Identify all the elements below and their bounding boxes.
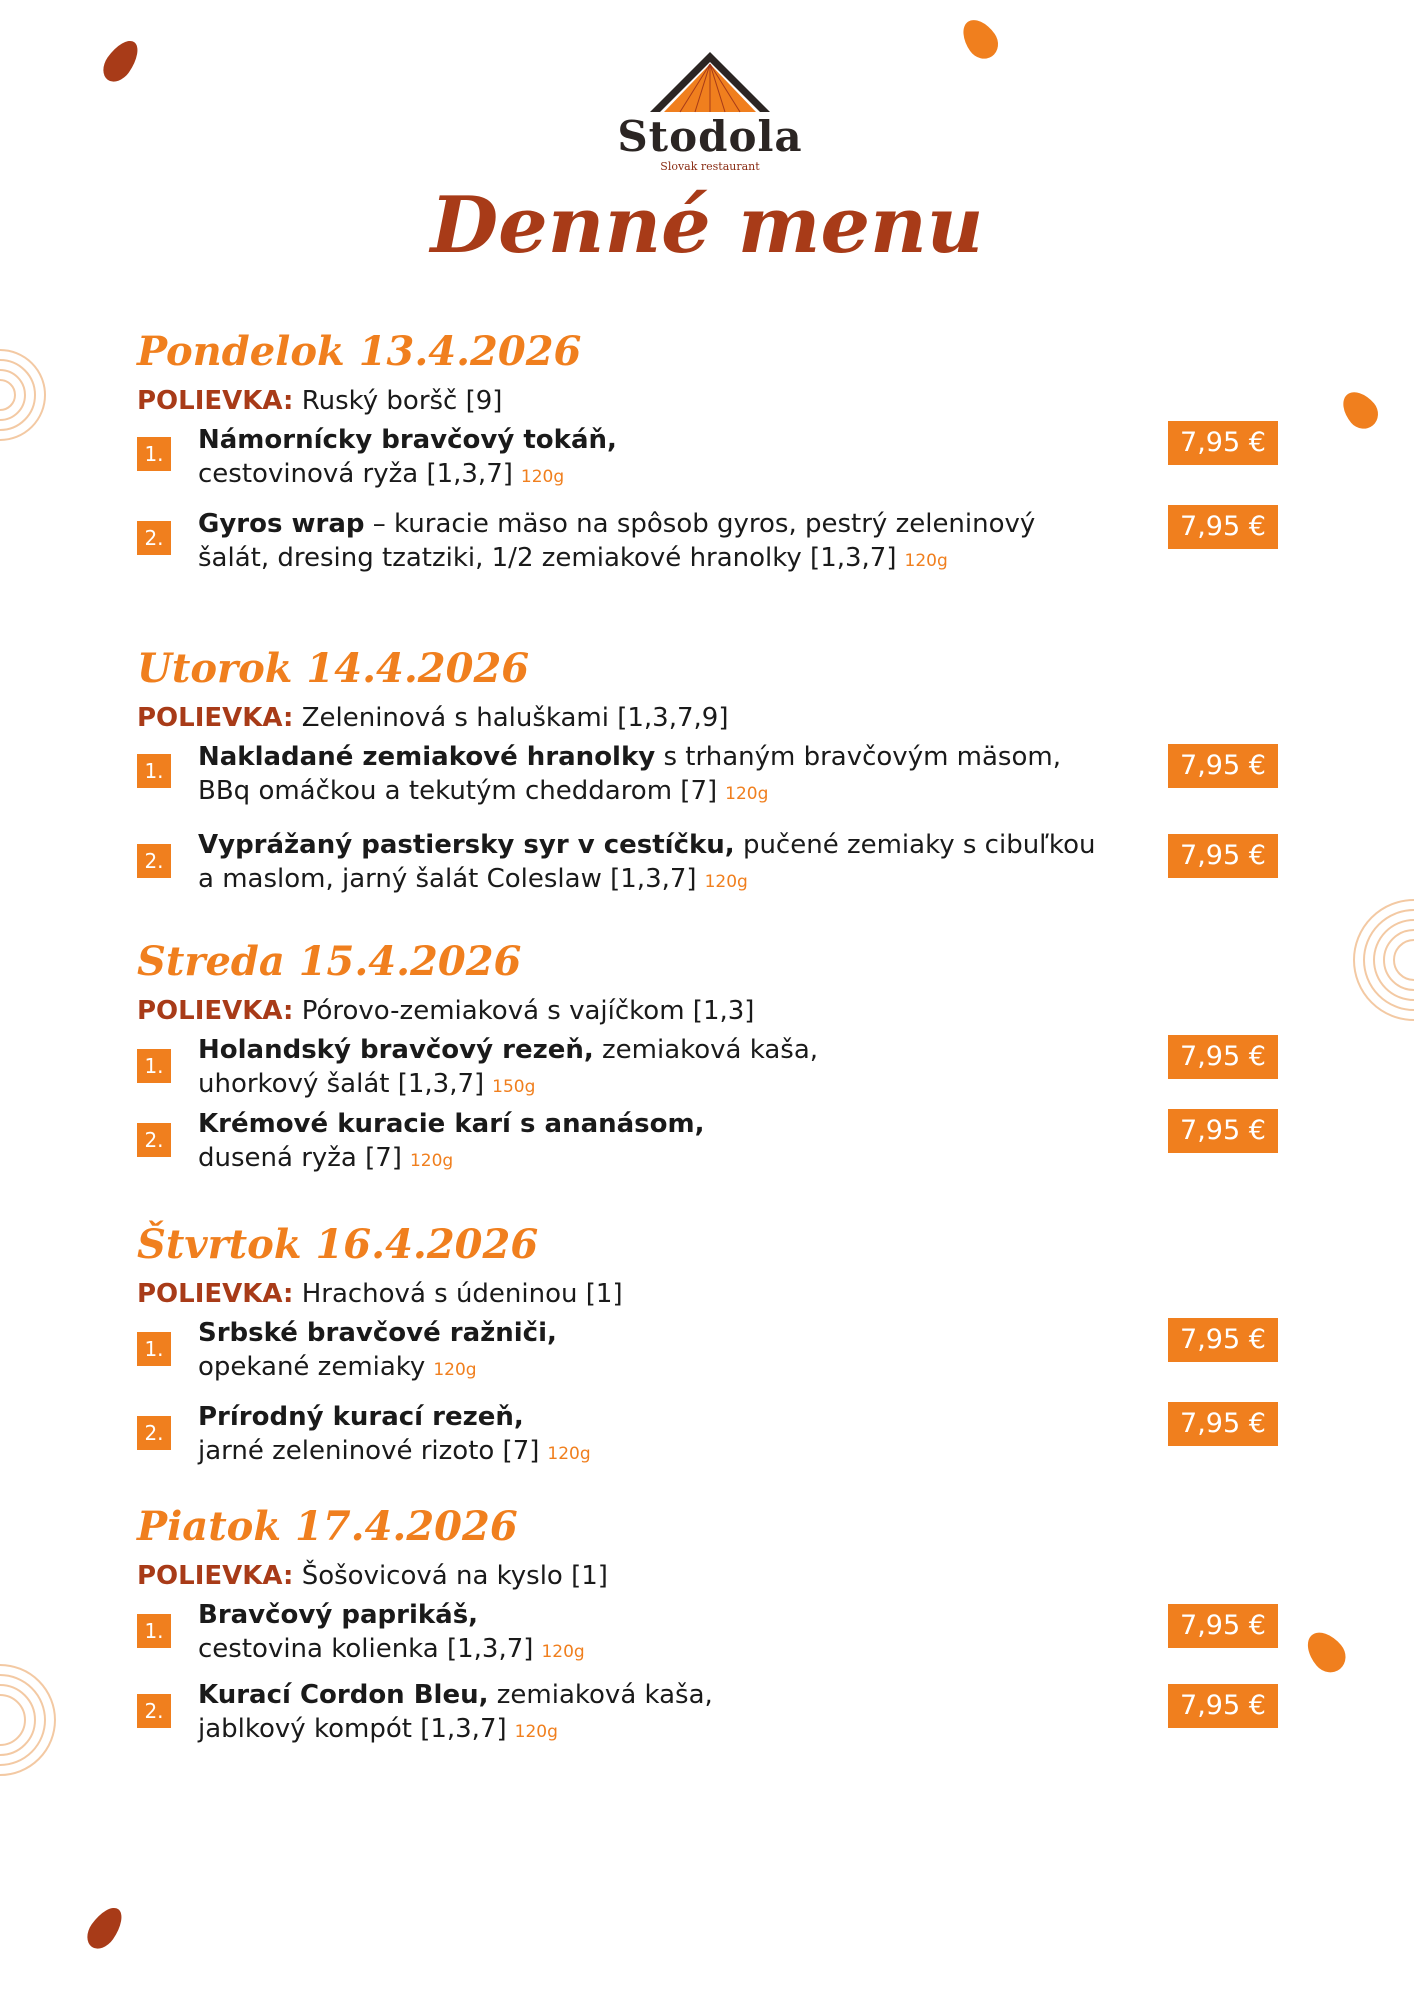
arc-decoration [1350,895,1414,1025]
item-name: Vyprážaný pastiersky syr v cestíčku, [198,830,735,860]
item-name: Srbské bravčové ražniči, [198,1318,557,1348]
item-text-line2: cestovina kolienka [1,3,7] [198,1634,534,1664]
item-text-line2: jablkový kompót [1,3,7] [198,1714,507,1744]
menu-item [137,740,1287,824]
price-badge: 7,95 € [1168,834,1278,878]
petal-decoration [956,13,1005,65]
soup-label: POLIEVKA: [137,996,294,1026]
price-badge: 7,95 € [1168,1402,1278,1446]
soup-label: POLIEVKA: [137,703,294,733]
item-number: 1. [137,754,171,788]
soup-line [137,1276,1287,1312]
item-weight: 120g [520,467,565,487]
item-text-line2: uhorkový šalát [1,3,7] [198,1069,485,1099]
item-weight: 120g [433,1360,477,1380]
soup-name: Šošovicová na kyslo [1] [301,1561,608,1591]
menu-item [137,1678,1287,1750]
menu-item [137,1400,1287,1472]
item-number: 2. [137,521,171,555]
day-section [137,935,1287,1179]
item-weight: 150g [492,1077,536,1097]
item-number: 1. [137,1049,171,1083]
item-number: 2. [137,1694,171,1728]
day-heading: Streda 15.4.2026 [137,938,522,985]
page-title: Denné menu [430,180,984,271]
menu-item [137,507,1287,579]
item-description [198,1678,1148,1749]
item-text-line2: a maslom, jarný šalát Coleslaw [1,3,7] [198,864,697,894]
soup-line [137,383,1287,419]
item-text: pučené zemiaky s cibuľkou [734,830,1096,860]
day-section [137,1500,1287,1750]
item-text-line2: opekané zemiaky [198,1352,426,1382]
item-text: zemiaková kaša, [488,1680,713,1710]
menu-item [137,1107,1287,1179]
petal-decoration [97,35,145,88]
roof-icon [640,50,780,120]
item-name: Holandský bravčový rezeň, [198,1035,594,1065]
item-number: 1. [137,1332,171,1366]
item-name: Kurací Cordon Bleu, [198,1680,489,1710]
item-description [198,1033,1148,1104]
day-heading: Utorok 14.4.2026 [137,645,530,692]
price-badge: 7,95 € [1168,744,1278,788]
menu-item [137,1033,1287,1103]
item-text-line2: dusená ryža [7] [198,1143,402,1173]
petal-decoration [81,1902,129,1955]
item-description [198,423,1148,494]
item-text-line2: cestovinová ryža [1,3,7] [198,459,513,489]
item-name: Námornícky bravčový tokáň, [198,425,617,455]
petal-decoration [1336,385,1385,435]
brand-logo [580,50,840,175]
menu-item [137,828,1287,900]
item-text-line2: šalát, dresing tzatziki, 1/2 zemiakové hranolky [1,3,7] [198,543,897,573]
soup-name: Pórovo-zemiaková s vajíčkom [1,3] [301,996,755,1026]
soup-label: POLIEVKA: [137,386,294,416]
price-badge: 7,95 € [1168,1604,1278,1648]
soup-line [137,700,1287,736]
item-weight: 120g [409,1151,454,1171]
item-weight: 120g [704,872,748,892]
item-description [198,1598,1148,1669]
item-name: Prírodný kurací rezeň, [198,1402,524,1432]
soup-label: POLIEVKA: [137,1561,294,1591]
item-number: 2. [137,1416,171,1450]
item-text: zemiaková kaša, [593,1035,819,1065]
day-heading: Pondelok 13.4.2026 [137,328,582,375]
item-name: Nakladané zemiakové hranolky [198,742,656,772]
brand-name: Stodola [617,112,803,161]
day-heading: Štvrtok 16.4.2026 [137,1221,539,1268]
item-text: – kuracie mäso na spôsob gyros, pestrý zeleninový [364,509,1036,539]
item-weight: 120g [514,1722,558,1742]
menu-item [137,1316,1287,1396]
soup-name: Hrachová s údeninou [1] [301,1279,623,1309]
soup-line [137,1558,1287,1594]
item-weight: 120g [904,551,948,571]
brand-tagline: Slovak restaurant [660,160,760,173]
soup-name: Ruský boršč [9] [301,386,503,416]
item-text-line2: BBq omáčkou a tekutým cheddarom [7] [198,776,718,806]
item-text-line2: jarné zeleninové rizoto [7] [198,1436,540,1466]
item-description [198,507,1148,578]
item-description [198,740,1148,811]
item-description [198,1400,1148,1471]
item-description [198,828,1148,899]
item-description [198,1107,1148,1178]
item-number: 2. [137,1123,171,1157]
item-description [198,1316,1148,1387]
item-weight: 120g [725,784,769,804]
item-number: 1. [137,437,171,471]
soup-line [137,993,1287,1029]
item-name: Krémové kuracie karí s ananásom, [198,1109,705,1139]
soup-label: POLIEVKA: [137,1279,294,1309]
day-section [137,642,1287,900]
arc-decoration [0,340,50,450]
item-name: Bravčový paprikáš, [198,1600,479,1630]
item-number: 2. [137,844,171,878]
item-weight: 120g [541,1642,585,1662]
day-section [137,1218,1287,1472]
arc-decoration [0,1660,60,1780]
price-badge: 7,95 € [1168,1109,1278,1153]
petal-decoration [1300,1625,1353,1679]
price-badge: 7,95 € [1168,421,1278,465]
item-name: Gyros wrap [198,509,365,539]
day-section [137,325,1287,579]
soup-name: Zeleninová s haluškami [1,3,7,9] [301,703,729,733]
price-badge: 7,95 € [1168,505,1278,549]
item-number: 1. [137,1614,171,1648]
price-badge: 7,95 € [1168,1035,1278,1079]
menu-item [137,1598,1287,1674]
day-heading: Piatok 17.4.2026 [137,1503,518,1550]
item-weight: 120g [547,1444,591,1464]
item-text: s trhaným bravčovým mäsom, [655,742,1061,772]
price-badge: 7,95 € [1168,1318,1278,1362]
price-badge: 7,95 € [1168,1684,1278,1728]
menu-item [137,423,1287,503]
